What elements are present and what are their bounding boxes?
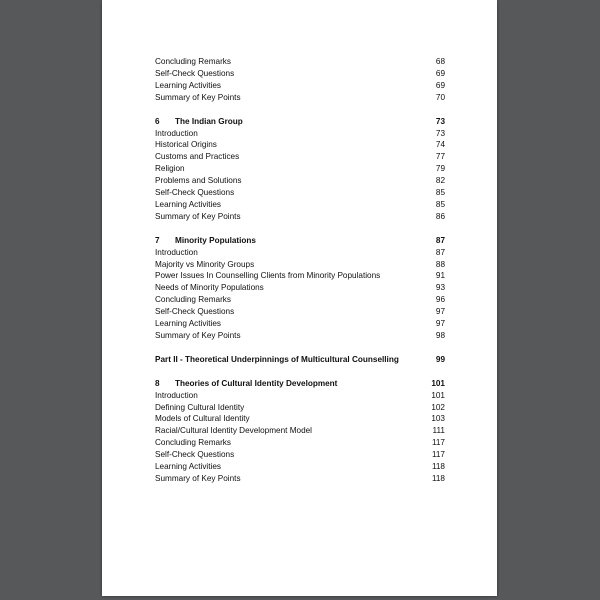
toc-entry-title <box>155 175 241 187</box>
toc-entry-text: The Indian Group <box>175 116 243 126</box>
toc-entry-text: Summary of Key Points <box>155 211 241 221</box>
toc-page-number: 79 <box>435 164 445 174</box>
toc-entry-text: Minority Populations <box>175 235 256 245</box>
toc-entry <box>155 282 445 294</box>
document-page <box>102 0 497 596</box>
toc-entry-title <box>155 449 234 461</box>
toc-entry-title <box>155 259 254 271</box>
toc-page-number: 118 <box>431 462 445 471</box>
toc-entry-title <box>155 199 221 211</box>
toc-entry <box>155 247 445 259</box>
toc-entry-text: Theories of Cultural Identity Development <box>175 378 338 388</box>
toc-entry-title <box>155 437 231 449</box>
toc-page-number: 82 <box>435 176 445 186</box>
toc-page-number: 74 <box>435 140 445 150</box>
toc-entry-title <box>155 247 198 259</box>
toc-entry-text: Power Issues In Counselling Clients from Minority Populations <box>155 271 381 281</box>
toc-page-number: 85 <box>435 188 445 197</box>
toc-chapter-number: 8 <box>155 378 160 388</box>
toc-entry-text: Defining Cultural Identity <box>155 402 245 412</box>
toc-entry-title <box>155 128 198 140</box>
toc-entry-text: Concluding Remarks <box>155 57 231 66</box>
toc-entry-title <box>155 163 185 175</box>
toc-page-number: 85 <box>435 199 445 209</box>
toc-entry <box>155 187 445 199</box>
toc-page-number: 69 <box>435 68 445 78</box>
toc-entry <box>155 128 445 140</box>
toc-section-heading <box>155 235 445 247</box>
toc-entry-text: Majority vs Minority Groups <box>155 259 255 269</box>
toc-entry-text: Religion <box>155 164 185 174</box>
toc-page-number: 68 <box>435 57 445 66</box>
toc-page-number: 101 <box>431 390 445 400</box>
toc-page-number: 117 <box>431 450 445 460</box>
toc-page-number: 69 <box>435 80 445 90</box>
toc-page-number: 87 <box>435 235 445 245</box>
toc-entry-text: Problems and Solutions <box>155 176 242 186</box>
toc-entry <box>155 306 445 318</box>
toc-page-number: 101 <box>431 378 445 388</box>
toc-entry-text: Racial/Cultural Identity Development Model <box>155 426 313 436</box>
toc-page-number: 73 <box>435 116 445 126</box>
toc-entry-text: Learning Activities <box>155 319 221 328</box>
toc-entry <box>155 259 445 271</box>
toc-entry-text: Self-Check Questions <box>155 450 235 460</box>
toc-section-heading <box>155 116 445 128</box>
toc-entry <box>155 318 445 330</box>
toc-entry-text: Summary of Key Points <box>155 473 241 483</box>
toc-entry <box>155 330 445 342</box>
toc-page-number: 93 <box>435 283 445 293</box>
toc-entry-title <box>155 270 380 282</box>
toc-entry <box>155 151 445 163</box>
toc-entry-title <box>155 80 221 92</box>
toc-entry-title <box>155 402 244 414</box>
toc-page-number: 91 <box>435 271 445 281</box>
table-of-contents <box>102 0 497 596</box>
toc-entry <box>155 211 445 223</box>
toc-entry-title <box>155 461 221 473</box>
toc-entry <box>155 294 445 306</box>
toc-entry-title <box>155 235 256 247</box>
toc-entry <box>155 437 445 449</box>
toc-entry-title <box>155 390 198 402</box>
toc-page-number: 96 <box>435 295 445 305</box>
toc-entry-text: Customs and Practices <box>155 152 240 162</box>
toc-entry-title <box>155 413 250 425</box>
toc-entry-text: Introduction <box>155 390 198 400</box>
toc-entry-text: Summary of Key Points <box>155 330 241 340</box>
toc-entry-title <box>155 330 241 342</box>
toc-chapter-number: 7 <box>155 235 160 245</box>
toc-entry-title <box>155 139 217 151</box>
toc-entry-title <box>155 378 337 390</box>
toc-entry-text: Learning Activities <box>155 199 221 209</box>
toc-entry-text: Models of Cultural Identity <box>155 414 250 424</box>
toc-entry-text: Self-Check Questions <box>155 68 235 78</box>
toc-entry-title <box>155 318 221 330</box>
toc-chapter-number: 6 <box>155 116 160 126</box>
toc-section-heading <box>155 378 445 390</box>
toc-entry <box>155 80 445 92</box>
toc-page-number: 87 <box>435 247 445 257</box>
toc-entry <box>155 402 445 414</box>
toc-entry-text: Self-Check Questions <box>155 188 235 197</box>
toc-page-number: 117 <box>431 438 445 448</box>
toc-page-number: 86 <box>435 211 445 221</box>
toc-page-number: 98 <box>435 330 445 340</box>
toc-page-number: 102 <box>431 402 445 412</box>
toc-entry-text: Introduction <box>155 128 198 138</box>
toc-page-number: 73 <box>435 128 445 138</box>
toc-entry-title <box>155 151 239 163</box>
toc-page-number: 111 <box>432 426 445 436</box>
toc-entry-title <box>155 282 264 294</box>
toc-entry-text: Learning Activities <box>155 80 221 90</box>
toc-entry <box>155 139 445 151</box>
toc-entry <box>155 449 445 461</box>
toc-entry-title <box>155 473 241 485</box>
toc-entry-title <box>155 56 231 68</box>
toc-entry-text: Concluding Remarks <box>155 295 231 305</box>
toc-entry <box>155 425 445 437</box>
toc-entry-text: Concluding Remarks <box>155 438 231 448</box>
toc-entry-text: Summary of Key Points <box>155 92 241 102</box>
toc-entry <box>155 163 445 175</box>
toc-page-number: 70 <box>435 92 445 102</box>
toc-entry-title <box>155 354 399 366</box>
toc-entry-text: Needs of Minority Populations <box>155 283 264 293</box>
toc-page-number: 103 <box>431 414 445 424</box>
toc-entry-title <box>155 92 241 104</box>
toc-page-number: 97 <box>435 319 445 328</box>
toc-entry-text: Historical Origins <box>155 140 217 150</box>
toc-page-number: 118 <box>431 473 445 483</box>
toc-entry-text: Learning Activities <box>155 462 221 471</box>
toc-entry-title <box>155 116 243 128</box>
toc-entry <box>155 92 445 104</box>
toc-entry <box>155 68 445 80</box>
toc-entry-title <box>155 187 234 199</box>
toc-page-number: 88 <box>435 259 445 269</box>
toc-entry <box>155 270 445 282</box>
toc-entry-title <box>155 306 234 318</box>
toc-entry <box>155 390 445 402</box>
toc-page-number: 97 <box>435 307 445 317</box>
toc-entry <box>155 461 445 473</box>
toc-section-heading <box>155 354 445 366</box>
toc-entry <box>155 199 445 211</box>
toc-entry <box>155 175 445 187</box>
toc-entry-text: Part II - Theoretical Underpinnings of Multicultural Counselling <box>155 354 399 364</box>
toc-entry <box>155 413 445 425</box>
toc-entry-title <box>155 211 241 223</box>
toc-page-number: 99 <box>435 354 445 364</box>
toc-entry-title <box>155 425 312 437</box>
toc-entry <box>155 473 445 485</box>
toc-entry-text: Self-Check Questions <box>155 307 235 317</box>
toc-entry <box>155 56 445 68</box>
toc-entry-title <box>155 294 231 306</box>
toc-entry-title <box>155 68 234 80</box>
toc-entry-text: Introduction <box>155 247 198 257</box>
toc-page-number: 77 <box>435 152 445 162</box>
